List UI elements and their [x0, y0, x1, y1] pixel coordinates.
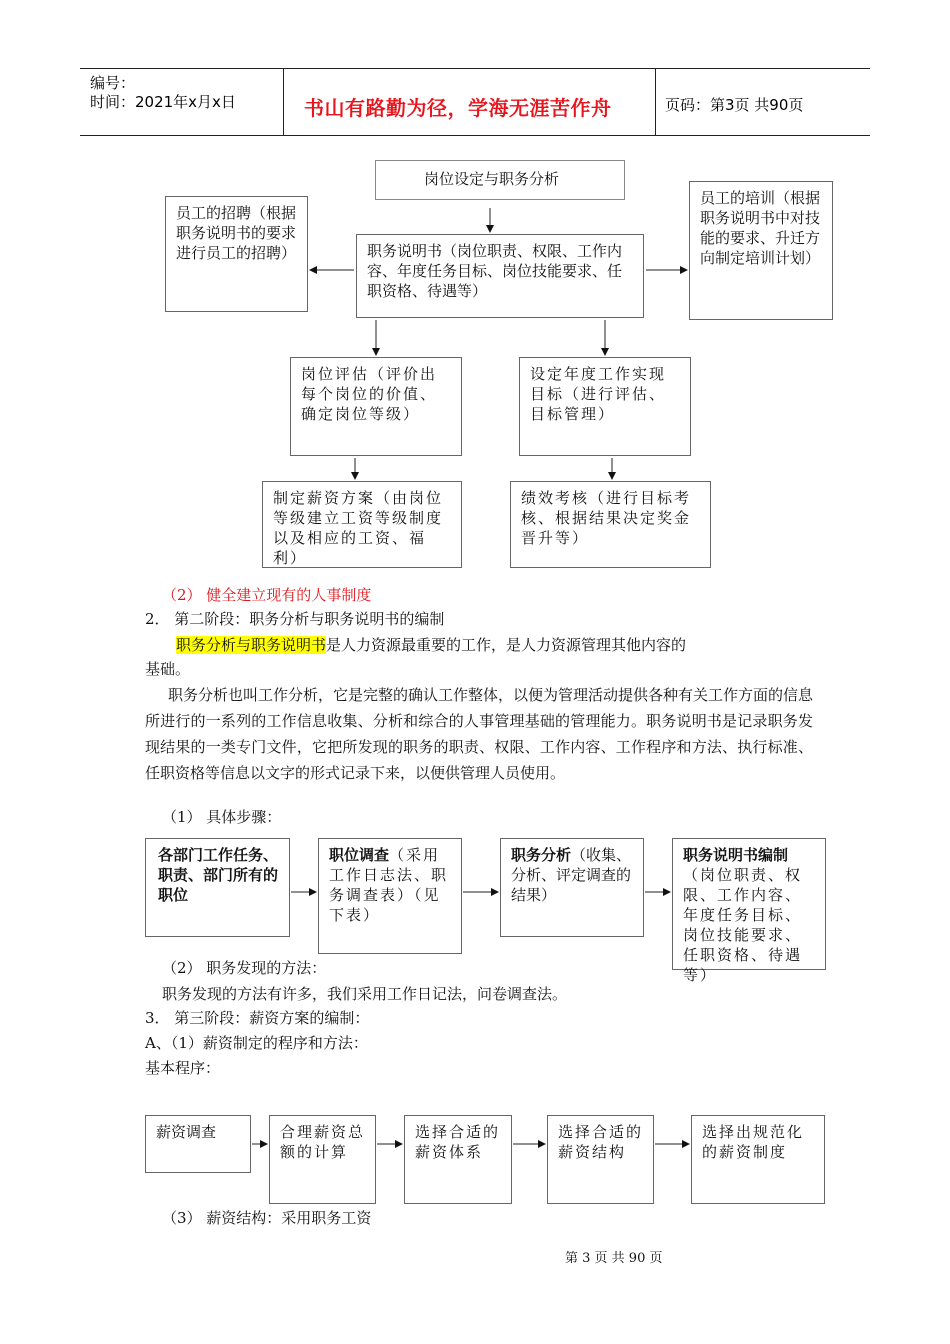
chart2-box2-rest: （采用工作日志法、职务调查表）（见下表） — [329, 846, 449, 924]
header-time-label: 时间：2021年x月x日 — [90, 93, 236, 111]
chart3-step2-text: 合理薪资总额的计算 — [280, 1123, 366, 1161]
salary-structure-line: （3） 薪资结构：采用职务工资 — [162, 1209, 372, 1227]
method-heading: （2） 职务发现的方法： — [162, 959, 327, 977]
method-text: 职务发现的方法有许多，我们采用工作日记法，问卷调查法。 — [162, 985, 568, 1003]
chart1-salary-plan-text: 制定薪资方案（由岗位等级建立工资等级制度以及相应的工资、福利） — [273, 489, 444, 567]
chart1-training-text: 员工的培训（根据职务说明书中对技能的要求、升迁方向制定培训计划） — [700, 189, 821, 267]
chart3-step1-text: 薪资调查 — [156, 1123, 217, 1141]
paragraph-1-rest: 是人力资源最重要的工作，是人力资源管理其他内容的 — [326, 636, 687, 654]
header-page-label: 页码：第3页 共90页 — [665, 96, 804, 114]
chart1-recruit-text: 员工的招聘（根据职务说明书的要求进行员工的招聘） — [176, 204, 297, 262]
header-motto: 书山有路勤为径，学海无涯苦作舟 — [304, 96, 612, 120]
chart2-box4-bold: 职务说明书编制 — [683, 846, 789, 864]
salary-procedure-heading: A、（1）薪资制定的程序和方法： — [145, 1034, 368, 1052]
steps-heading: （1） 具体步骤： — [162, 808, 282, 826]
chart2-box3-rest: （收集、分析、评定调查的结果） — [511, 846, 632, 904]
header-number-label: 编号： — [90, 74, 136, 92]
chart1-performance-text: 绩效考核（进行目标考核、根据结果决定奖金晋升等） — [521, 489, 692, 547]
paragraph-1-tail: 基础。 — [145, 660, 191, 678]
chart2-box1-text: 各部门工作任务、职责、部门所有的职位 — [158, 846, 279, 904]
paragraph-1-highlight: 职务分析与职务说明书 — [176, 636, 327, 654]
stage2-heading: 2． 第二阶段：职务分析与职务说明书的编制 — [145, 610, 445, 628]
chart1-top-text: 岗位设定与职务分析 — [424, 170, 560, 188]
chart1-goals-text: 设定年度工作实现目标（进行评估、目标管理） — [530, 365, 667, 423]
red-heading: （2） 健全建立现有的人事制度 — [162, 586, 372, 604]
chart1-evaluation-text: 岗位评估（评价出每个岗位的价值、确定岗位等级） — [301, 365, 438, 423]
page-footer: 第 3 页 共 90 页 — [565, 1251, 663, 1266]
chart2-box2-bold: 职位调查 — [329, 846, 390, 864]
chart3-step3-text: 选择合适的薪资体系 — [415, 1123, 501, 1161]
chart3-step4-text: 选择合适的薪资结构 — [558, 1123, 644, 1161]
chart2-box4-rest: （岗位职责、权限、工作内容、年度任务目标、岗位技能要求、任职资格、待遇等） — [683, 866, 803, 984]
stage3-heading: 3． 第三阶段：薪资方案的编制： — [145, 1009, 370, 1027]
paragraph-2: 职务分析也叫工作分析，它是完整的确认工作整体，以便为管理活动提供各种有关工作方面的信息所进行的一系列的工作信息收集、分析和综合的人事管理基础的管理能力。职务说明书是记录职务发现结果的一类专门文件，它把所发现的职务的职责、权限、工作内容、工作程序和方法、执行标准、任职资格等信息以文字的形式记录下来，以便供管理人员使用。 — [145, 686, 814, 782]
chart3-step5-text: 选择出规范化的薪资制度 — [702, 1123, 805, 1161]
chart1-jd-text: 职务说明书（岗位职责、权限、工作内容、年度任务目标、岗位技能要求、任职资格、待遇等） — [367, 242, 623, 300]
basic-procedure-label: 基本程序： — [145, 1059, 221, 1077]
chart2-box3-bold: 职务分析 — [511, 846, 572, 864]
